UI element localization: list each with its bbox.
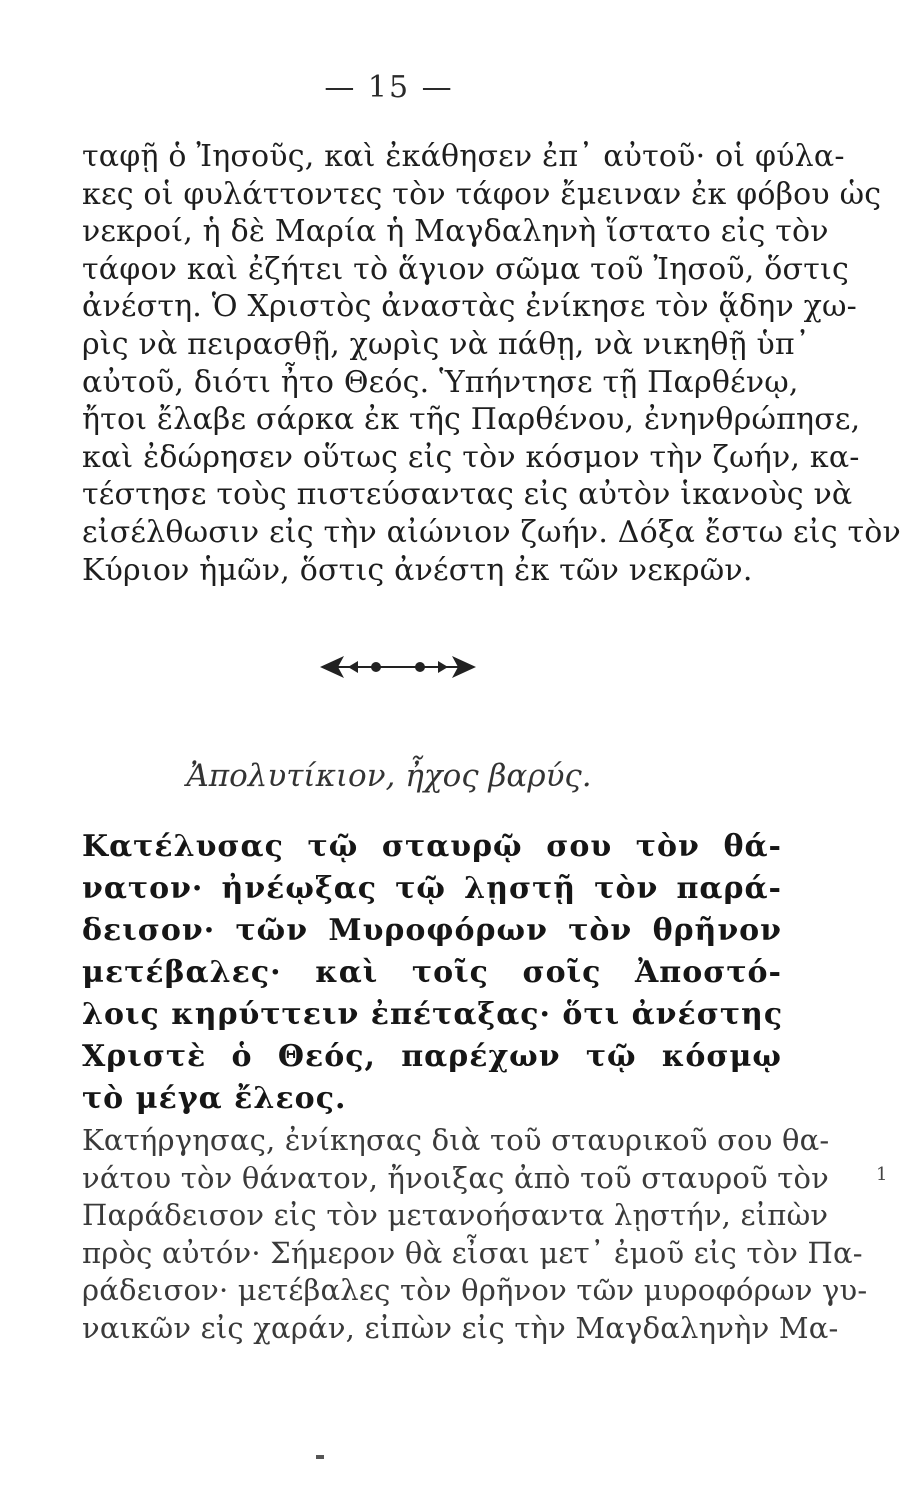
hymn-line: δεισον· τῶν Μυροφόρων τὸν θρῆνον bbox=[82, 913, 782, 948]
text-line: Κατήργησας, ἐνίκησας διὰ τοῦ σταυρικοῦ σου θα- bbox=[82, 1123, 830, 1157]
text-line: κες οἱ φυλάττοντες τὸν τάφον ἔμειναν ἐκ φόβου ὡς bbox=[82, 176, 882, 212]
paragraph-explanation bbox=[82, 1122, 868, 1348]
ornament-divider bbox=[318, 650, 478, 684]
text-line: καὶ ἐδώρησεν οὕτως εἰς τὸν κόσμον τὴν ζωήν, κα- bbox=[82, 439, 860, 475]
hymn-line: νατον· ἠνέῳξας τῷ λῃστῇ τὸν παρά- bbox=[82, 871, 782, 906]
text-line: αὐτοῦ, διότι ἦτο Θεός. Ὑπήντησε τῇ Παρθένῳ, bbox=[82, 364, 799, 400]
section-heading: Ἀπολυτίκιον, ἦχος βαρύς. bbox=[186, 758, 592, 794]
hymn-line: λοις κηρύττειν ἐπέταξας· ὅτι ἀνέστης bbox=[82, 997, 784, 1032]
page-number: — 15 — bbox=[324, 70, 454, 105]
margin-mark: 1 bbox=[876, 1164, 888, 1185]
hymn-text bbox=[82, 826, 782, 1120]
text-line: πρὸς αὐτόν· Σήμερον θὰ εἶσαι μετ᾿ ἐμοῦ εἰς τὸν Πα- bbox=[82, 1235, 863, 1270]
print-speck bbox=[316, 1455, 324, 1459]
text-line: ταφῇ ὁ Ἰησοῦς, καὶ ἐκάθησεν ἐπ᾿ αὐτοῦ· οἱ φύλα- bbox=[82, 139, 845, 174]
hymn-line: μετέβαλες· καὶ τοῖς σοῖς Ἀποστό- bbox=[82, 955, 782, 990]
hymn-line: Χριστὲ ὁ Θεός, παρέχων τῷ κόσμῳ bbox=[82, 1039, 782, 1074]
hymn-line: τὸ μέγα ἔλεος. bbox=[82, 1081, 347, 1116]
text-line: Κύριον ἡμῶν, ὅστις ἀνέστη ἐκ τῶν νεκρῶν. bbox=[82, 552, 753, 588]
paragraph-resurrection bbox=[82, 138, 901, 589]
text-line: ναικῶν εἰς χαράν, εἰπὼν εἰς τὴν Μαγδαληνὴν Μα- bbox=[82, 1310, 839, 1345]
text-line: εἰσέλθωσιν εἰς τὴν αἰώνιον ζωήν. Δόξα ἔστω εἰς τὸν bbox=[82, 514, 901, 550]
text-line: τέστησε τοὺς πιστεύσαντας εἰς αὐτὸν ἱκανοὺς νὰ bbox=[82, 477, 853, 513]
text-line: τάφον καὶ ἐζήτει τὸ ἅγιον σῶμα τοῦ Ἰησοῦ, ὅστις bbox=[82, 251, 849, 287]
text-line: ρὶς νὰ πειρασθῇ, χωρὶς νὰ πάθῃ, νὰ νικηθῇ ὑπ᾿ bbox=[82, 326, 811, 362]
text-line: ράδεισον· μετέβαλες τὸν θρῆνον τῶν μυροφόρων γυ- bbox=[82, 1273, 868, 1308]
text-line: Παράδεισον εἰς τὸν μετανοήσαντα λῃστήν, εἰπὼν bbox=[82, 1198, 829, 1233]
text-line: ἀνέστη. Ὁ Χριστὸς ἀναστὰς ἐνίκησε τὸν ᾅδην χω- bbox=[82, 289, 857, 325]
text-line: ἤτοι ἔλαβε σάρκα ἐκ τῆς Παρθένου, ἐνηνθρώπησε, bbox=[82, 402, 861, 438]
text-line: νάτου τὸν θάνατον, ἤνοιξας ἀπὸ τοῦ σταυροῦ τὸν bbox=[82, 1160, 830, 1195]
hymn-line: Κατέλυσας τῷ σταυρῷ σου τὸν θά- bbox=[82, 829, 782, 864]
text-line: νεκροί, ἡ δὲ Μαρία ἡ Μαγδαληνὴ ἵστατο εἰς τὸν bbox=[82, 214, 829, 250]
